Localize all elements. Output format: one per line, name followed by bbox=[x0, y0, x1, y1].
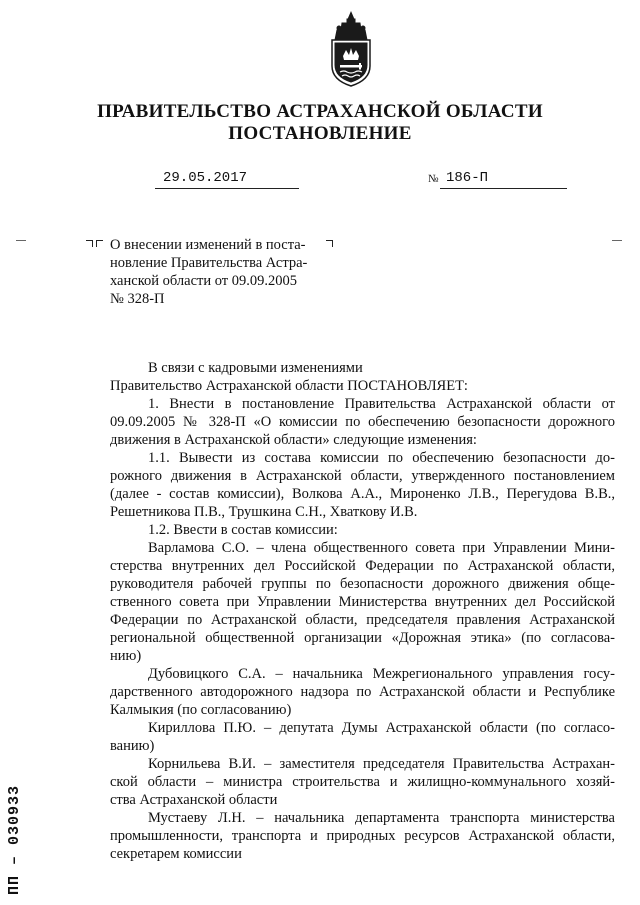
subject-line: ханской области от 09.09.2005 bbox=[110, 273, 297, 289]
body-line: рожного движения в Астраханской области, утвержденного постановлением bbox=[110, 468, 615, 484]
right-margin-mark bbox=[612, 240, 622, 241]
date-field bbox=[155, 170, 299, 189]
left-margin-mark bbox=[16, 240, 26, 241]
body-line: Варламова С.О. – члена общественного совета при Управлении Мини- bbox=[148, 540, 615, 556]
body-line: Решетникова П.В., Трушкина С.Н., Хваткову И.В. bbox=[110, 504, 418, 520]
body-line: Федерации по Астраханской области, председателя правления Астраханской bbox=[110, 612, 615, 628]
subject-line: О внесении изменений в поста- bbox=[110, 237, 306, 253]
document-number: 186-П bbox=[446, 170, 489, 186]
body-line: Калмыкия (по согласованию) bbox=[110, 702, 292, 718]
body-line: ванию) bbox=[110, 738, 155, 754]
body-line: 1.1. Вывести из состава комиссии по обеспечению безопасности до- bbox=[148, 450, 615, 466]
body-line: Правительство Астраханской области ПОСТАНОВЛЯЕТ: bbox=[110, 378, 468, 394]
body-line: Кириллова П.Ю. – депутата Думы Астраханской области (по согласо- bbox=[148, 720, 615, 736]
document-date: 29.05.2017 bbox=[163, 170, 248, 186]
document-subject bbox=[110, 236, 345, 308]
document-type: ПОСТАНОВЛЕНИЕ bbox=[228, 123, 412, 144]
body-line: Мустаеву Л.Н. – начальника департамента транспорта министерства bbox=[148, 810, 615, 826]
registration-stamp: ПП – 030933 bbox=[6, 784, 23, 895]
body-line: ской области – министра строительства и жилищно-коммунального хозяй- bbox=[110, 774, 615, 790]
body-line: ства Астраханской области bbox=[110, 792, 278, 808]
body-line: Корнильева В.И. – заместителя председателя Правительства Астрахан- bbox=[148, 756, 615, 772]
subject-corner-left-outer bbox=[86, 240, 93, 247]
body-line: дарственного автодорожного надзора по Астраханской области и Республике bbox=[110, 684, 615, 700]
body-line: 1.2. Ввести в состав комиссии: bbox=[148, 522, 338, 538]
body-line: секретарем комиссии bbox=[110, 846, 242, 862]
body-line: нию) bbox=[110, 648, 142, 664]
subject-line: новление Правительства Астра- bbox=[110, 255, 308, 271]
body-line: (далее - состав комиссии), Волкова А.А., Мироненко Л.В., Перегудова В.В., bbox=[110, 486, 615, 502]
government-name: ПРАВИТЕЛЬСТВО АСТРАХАНСКОЙ ОБЛАСТИ bbox=[97, 101, 543, 122]
body-line: 1. Внести в постановление Правительства Астраханской области от bbox=[148, 396, 615, 412]
body-line: руководителя рабочей группы по безопасности дорожного движения обще- bbox=[110, 576, 615, 592]
subject-line: № 328-П bbox=[110, 291, 165, 307]
body-line: В связи с кадровыми изменениями bbox=[148, 360, 363, 376]
body-line: ственного совета при Управлении Министерства внутренних дел Российской bbox=[110, 594, 615, 610]
subject-corner-left-inner bbox=[96, 240, 103, 247]
body-line: стерства внутренних дел Российской Федерации по Астраханской области, bbox=[110, 558, 615, 574]
number-field bbox=[440, 170, 567, 189]
body-line: промышленности, транспорта и природных ресурсов Астраханской области, bbox=[110, 828, 615, 844]
number-sign: № bbox=[428, 173, 439, 185]
body-line: движения в Астраханской области» следующие изменения: bbox=[110, 432, 477, 448]
body-line: Дубовицкого С.А. – начальника Межрегионального управления госу- bbox=[148, 666, 615, 682]
body-line: 09.09.2005 № 328-П «О комиссии по обеспечению безопасности дорожного bbox=[110, 414, 615, 430]
coat-of-arms-icon bbox=[327, 10, 375, 88]
body-line: региональной общественной организации «Дорожная этика» (по согласова- bbox=[110, 630, 615, 646]
document-body bbox=[110, 359, 615, 863]
